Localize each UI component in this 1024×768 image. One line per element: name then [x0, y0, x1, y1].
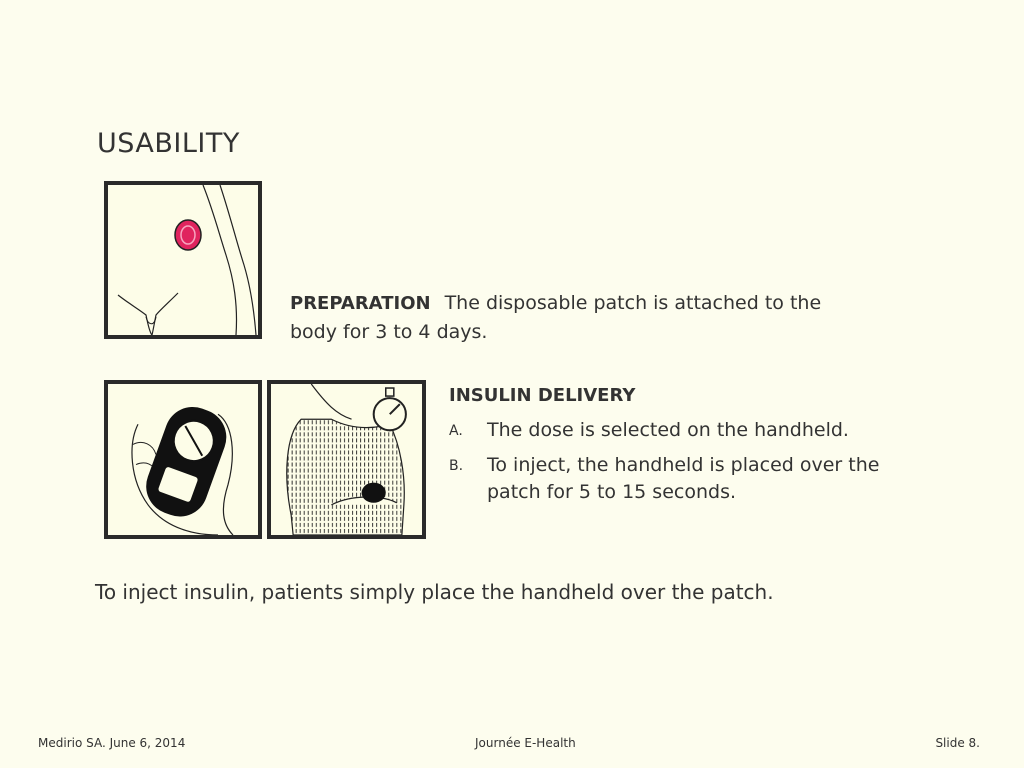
step-text: The dose is selected on the handheld.	[487, 419, 849, 441]
step-text: To inject, the handheld is placed over the patch for 5 to 15 seconds.	[487, 454, 880, 503]
handheld-illustration	[104, 380, 262, 539]
slide-title: USABILITY	[97, 128, 240, 159]
step-letter: A.	[449, 423, 463, 439]
footer-event: Journée E-Health	[475, 736, 576, 750]
preparation-heading: PREPARATION	[290, 293, 431, 314]
patch-on-body-icon	[108, 185, 258, 335]
preparation-block	[290, 289, 850, 347]
injection-illustration	[267, 380, 426, 539]
footer-slide-number: Slide 8.	[935, 736, 980, 750]
person-injecting-icon	[271, 384, 422, 535]
patch-on-body-illustration	[104, 181, 262, 339]
preparation-text: The disposable patch is attached to the body for 3 to 4 days.	[290, 292, 822, 343]
insulin-delivery-heading: INSULIN DELIVERY	[449, 385, 636, 406]
insulin-delivery-block	[449, 383, 929, 506]
delivery-step	[449, 417, 929, 444]
step-letter: B.	[449, 458, 464, 474]
delivery-step	[449, 452, 929, 506]
handheld-device-icon	[108, 384, 258, 535]
summary-text: To inject insulin, patients simply place the handheld over the patch.	[95, 580, 774, 604]
footer-company-date: Medirio SA. June 6, 2014	[38, 736, 186, 750]
